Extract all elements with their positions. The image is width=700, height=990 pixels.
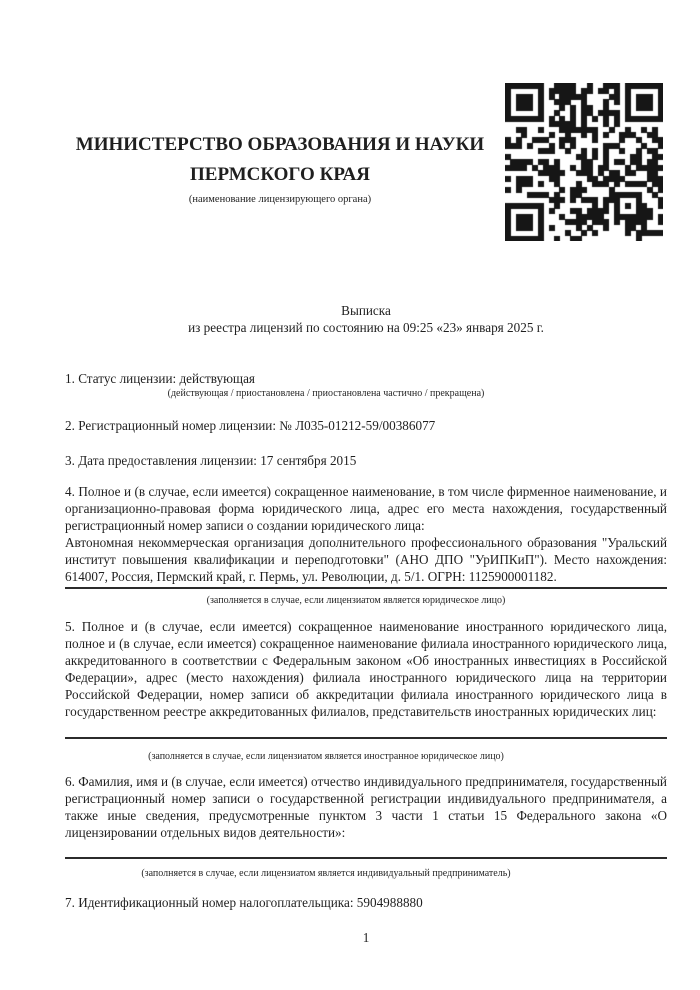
item-4-legal-entity	[65, 483, 667, 585]
item-1-caption: (действующая / приостановлена / приостановлена частично / прекращена)	[167, 388, 485, 399]
page-number: 1	[362, 930, 370, 945]
item-4-underline	[65, 587, 667, 589]
item-5-caption: (заполняется в случае, если лицензиатом является иностранное юридическое лицо)	[148, 751, 504, 762]
item-3-license-grant-date: 3. Дата предоставления лицензии: 17 сентября 2015	[65, 453, 357, 468]
item-4-content: Автономная некоммерческая организация дополнительного профессионального образования "Уральский институт повышения квалификации и переподготовки" (АНО ДПО "УрИПКиП"). Место нахождения: 614007, Россия, Пермский край, г. Пермь, ул. Революции, д. 5/1. ОГРН: 1125900001182.	[65, 535, 667, 584]
ministry-caption: (наименование лицензирующего органа)	[188, 194, 372, 205]
document-title-line1: Выписка	[341, 303, 391, 318]
item-5-underline	[65, 737, 667, 739]
item-6-entrepreneur: 6. Фамилия, имя и (в случае, если имеется) отчество индивидуального предпринимателя, государственный регистрационный номер записи о государственной регистрации индивидуального предпринимателя, а также иные сведения, предусмотренные пунктом 3 части 1 статьи 15 Федерального закона «О лицензировании отдельных видов деятельности»:	[65, 774, 667, 840]
document-title	[65, 302, 667, 336]
qr-code	[505, 83, 663, 241]
ministry-name-line2: ПЕРМСКОГО КРАЯ	[190, 164, 370, 185]
item-2-registration-number: 2. Регистрационный номер лицензии: № Л035-01212-59/00386077	[65, 418, 436, 433]
item-5-foreign-entity: 5. Полное и (в случае, если имеется) сокращенное наименование иностранного юридического лица, полное и (в случае, если имеется) сокращенное наименование филиала иностранного юридического лица, аккредитованного в соответствии с Федеральным законом «Об иностранных инвестициях в Российской Федерации», адрес (место нахождения) филиала иностранного юридического лица на территории Российской Федерации, номер записи об аккредитации филиала иностранного юридического лица в государственном реестре аккредитованных филиалов, представительств иностранных юридических лиц:	[65, 619, 667, 719]
item-4-caption: (заполняется в случае, если лицензиатом является юридическое лицо)	[206, 595, 506, 606]
document-title-line2: из реестра лицензий по состоянию на 09:25 «23» января 2025 г.	[188, 320, 544, 335]
ministry-name-line1: МИНИСТЕРСТВО ОБРАЗОВАНИЯ И НАУКИ	[75, 134, 485, 155]
ministry-header	[64, 130, 496, 206]
item-1-license-status: 1. Статус лицензии: действующая	[65, 371, 256, 386]
item-6-caption: (заполняется в случае, если лицензиатом является индивидуальный предприниматель)	[141, 868, 511, 879]
item-6-underline	[65, 857, 667, 859]
item-4-intro: 4. Полное и (в случае, если имеется) сокращенное наименование, в том числе фирменное наименование, и организационно-правовая форма юридического лица, адрес его места нахождения, государственный регистрационный номер записи о создании юридического лица:	[65, 484, 667, 533]
item-7-taxpayer-number: 7. Идентификационный номер налогоплательщика: 5904988880	[65, 895, 423, 910]
